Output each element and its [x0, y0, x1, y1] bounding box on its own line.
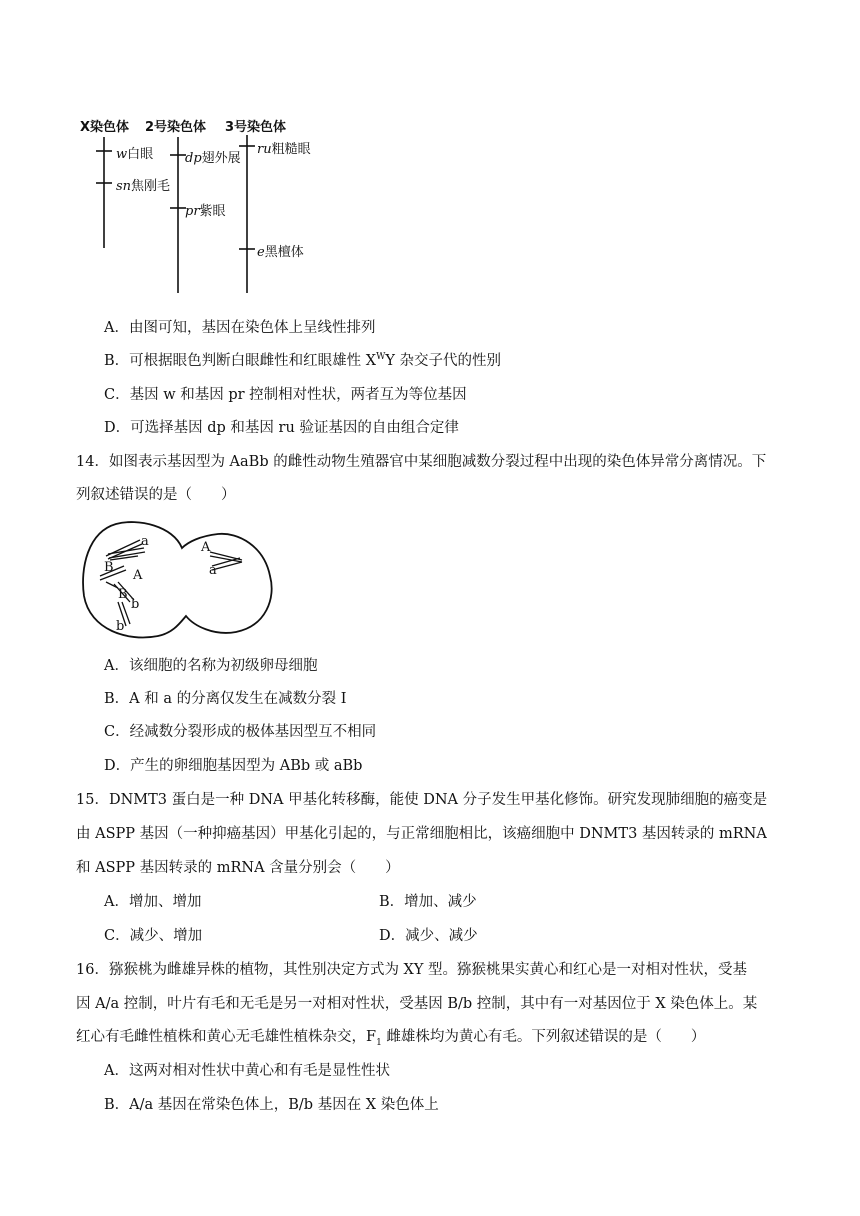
q14-stem-line1: 14．如图表示基因型为 AaBb 的雌性动物生殖器官中某细胞减数分裂过程中出现的染色体异常分离情况。下	[76, 454, 767, 470]
q14-option-d: D．产生的卵细胞基因型为 ABb 或 aBb	[104, 758, 363, 774]
cell-label-A-right: A	[201, 540, 211, 555]
cell-label-a-top: a	[141, 534, 149, 549]
q15-stem-line3: 和 ASPP 基因转录的 mRNA 含量分别会（ ）	[76, 860, 400, 876]
gene-pr-label: pr紫眼	[185, 204, 226, 219]
q15-stem-line2: 由 ASPP 基因（一种抑癌基因）甲基化引起的，与正常细胞相比，该癌细胞中 DNMT3 基因转录的 mRNA	[76, 826, 767, 842]
q13-option-b: B．可根据眼色判断白眼雌性和红眼雄性 $X^WY$ 杂交子代的性别	[104, 352, 502, 369]
q15-option-b: B．增加、减少	[379, 894, 477, 910]
cell-label-A-left: A	[133, 568, 143, 583]
chromosome-right-1	[210, 552, 242, 562]
q16-stem-line2: 因 A/a 控制，叶片有毛和无毛是另一对相对性状，受基因 B/b 控制，其中有一对基因位于 X 染色体上。某	[76, 996, 758, 1012]
q16-stem-line3: 红心有毛雌性植株和黄心无毛雄性植株杂交，$F_1$ 雌雄株均为黄心有毛。下列叙述错误的是（ ）	[76, 1029, 706, 1048]
gene-w-label: w白眼	[116, 147, 154, 162]
q14-option-a: A．该细胞的名称为初级卵母细胞	[104, 658, 318, 674]
q15-stem-line1: 15．DNMT3 蛋白是一种 DNA 甲基化转移酶，能使 DNA 分子发生甲基化修饰。研究发现肺细胞的癌变是	[76, 792, 768, 808]
chromosome-left-b4	[106, 582, 118, 588]
gene-dp-label: dp翅外展	[185, 151, 241, 166]
cell-label-B-2: B	[118, 587, 128, 602]
q16-option-b: B．A/a 基因在常染色体上，B/b 基因在 X 染色体上	[104, 1097, 439, 1113]
q14-stem-line2: 列叙述错误的是（ ）	[76, 487, 236, 503]
q16-option-a: A．这两对相对性状中黄心和有毛是显性性状	[104, 1063, 390, 1079]
cell-division-figure	[78, 518, 278, 648]
gene-ru-label: ru粗糙眼	[257, 142, 311, 157]
cell-membrane	[83, 522, 272, 637]
gene-e-label: e黑檀体	[257, 245, 304, 260]
cell-label-b-2: b	[116, 619, 125, 634]
q13-option-c: C．基因 w 和基因 pr 控制相对性状，两者互为等位基因	[104, 387, 467, 403]
chromosome-x-label: X染色体	[80, 120, 130, 135]
q15-option-c: C．减少、增加	[104, 928, 203, 944]
cell-label-a-right: a	[209, 563, 217, 578]
chromosome-2-label: 2号染色体	[145, 120, 207, 135]
q13-option-a: A．由图可知，基因在染色体上呈线性排列	[104, 320, 376, 336]
q15-option-d: D．减少、减少	[379, 928, 478, 944]
q16-stem-line1: 16．猕猴桃为雌雄异株的植物，其性别决定方式为 XY 型。猕猴桃果实黄心和红心是一对相对性状，受基	[76, 962, 748, 978]
q13-option-d: D．可选择基因 dp 和基因 ru 验证基因的自由组合定律	[104, 420, 459, 436]
q15-option-a: A．增加、增加	[104, 894, 202, 910]
cell-label-b-1: b	[131, 597, 140, 612]
chromosome-3-label: 3号染色体	[225, 120, 287, 135]
q14-option-c: C．经减数分裂形成的极体基因型互不相同	[104, 724, 377, 740]
cell-label-B-1: B	[104, 560, 114, 575]
q14-option-b: B．A 和 a 的分离仅发生在减数分裂 Ⅰ	[104, 691, 347, 707]
gene-sn-label: sn焦刚毛	[116, 179, 171, 194]
